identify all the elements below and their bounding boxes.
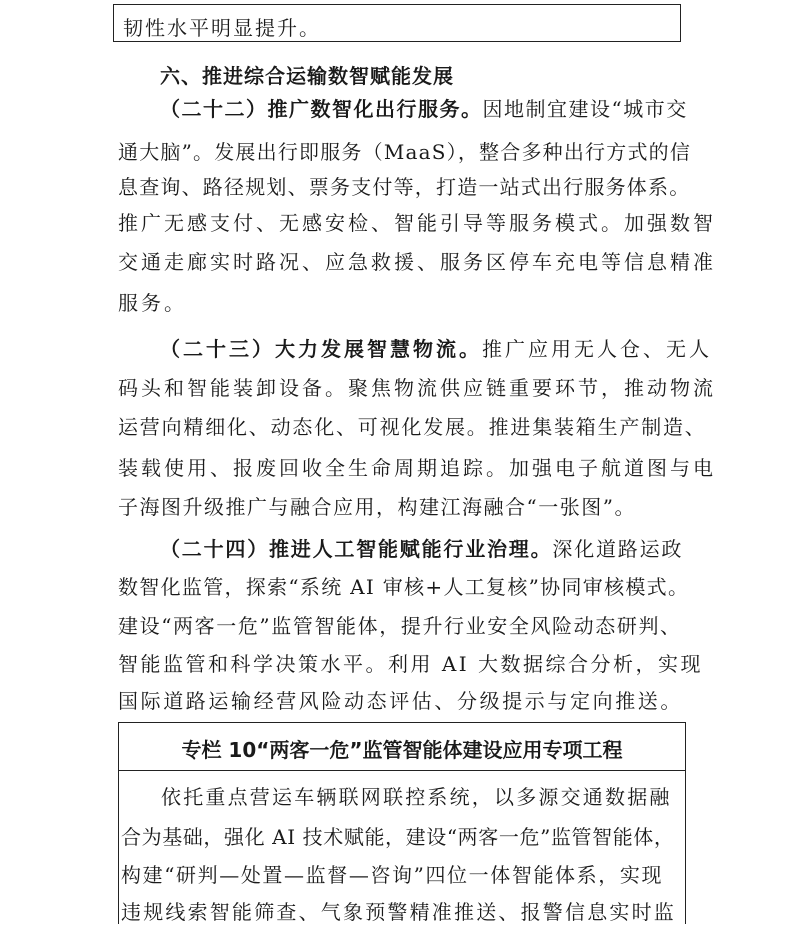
paragraph-3-line-3: 建设“两客一危”监管智能体，提升行业安全风险动态研判、 [118, 614, 682, 638]
special-column-line-1: 依托重点营运车辆联网联控系统，以多源交通数据融 [161, 785, 672, 809]
paragraph-3-line-4: 智能监管和科学决策水平。利用 AI 大数据综合分析，实现 [118, 652, 704, 676]
paragraph-3-line-5: 国际道路运输经营风险动态评估、分级提示与定向推送。 [118, 689, 683, 713]
paragraph-1-line-3: 息查询、路径规划、票务支付等，打造一站式出行服务体系。 [118, 175, 691, 199]
special-column-line-3: 构建“研判—处置—监督—咨询”四位一体智能体系，实现 [121, 863, 664, 887]
paragraph-1-text: 因地制宜建设“城市交 [482, 97, 688, 121]
paragraph-3-text: 深化道路运政 [552, 537, 684, 561]
special-column-line-4: 违规线索智能筛查、气象预警精准推送、报警信息实时监 [121, 900, 676, 924]
paragraph-1-line-6: 服务。 [118, 291, 187, 315]
paragraph-2-line-3: 运营向精细化、动态化、可视化发展。推进集装箱生产制造、 [118, 415, 707, 439]
paragraph-2-lead: （二十三）大力发展智慧物流。 [160, 337, 482, 361]
paragraph-3-line-2: 数智化监管，探索“系统 AI 审核+人工复核”协同审核模式。 [118, 575, 690, 599]
paragraph-2-line-2: 码头和智能装卸设备。聚焦物流供应链重要环节，推动物流 [118, 376, 716, 400]
paragraph-2-line-1 [160, 336, 712, 362]
paragraph-2-text: 推广应用无人仓、无人 [482, 337, 712, 361]
paragraph-1-line-4: 推广无感支付、无感安检、智能引导等服务模式。加强数智 [118, 211, 716, 235]
top-text-box [113, 4, 681, 42]
paragraph-1-line-5: 交通走廊实时路况、应急救援、服务区停车充电等信息精准 [118, 250, 716, 274]
special-column-title: 专栏 10“两客一危”监管智能体建设应用专项工程 [181, 738, 623, 762]
paragraph-2-line-4: 装载使用、报废回收全生命周期追踪。加强电子航道图与电 [118, 456, 716, 480]
special-column-line-2: 合为基础，强化 AI 技术赋能，建设“两客一危”监管智能体， [121, 825, 675, 849]
section-heading: 六、推进综合运输数智赋能发展 [160, 64, 454, 88]
paragraph-1-line-2: 通大脑”。发展出行即服务（MaaS），整合多种出行方式的信 [118, 140, 692, 164]
paragraph-2-line-5: 子海图升级推广与融合应用，构建江海融合“一张图”。 [118, 495, 636, 519]
paragraph-3-line-1 [160, 536, 683, 562]
paragraph-1-lead: （二十二）推广数智化出行服务。 [160, 97, 483, 121]
paragraph-3-lead: （二十四）推进人工智能赋能行业治理。 [160, 537, 553, 561]
special-column-header [119, 723, 685, 771]
special-column-box [118, 722, 686, 924]
paragraph-1-line-1 [160, 96, 688, 122]
top-box-text: 韧性水平明显提升。 [123, 16, 321, 40]
